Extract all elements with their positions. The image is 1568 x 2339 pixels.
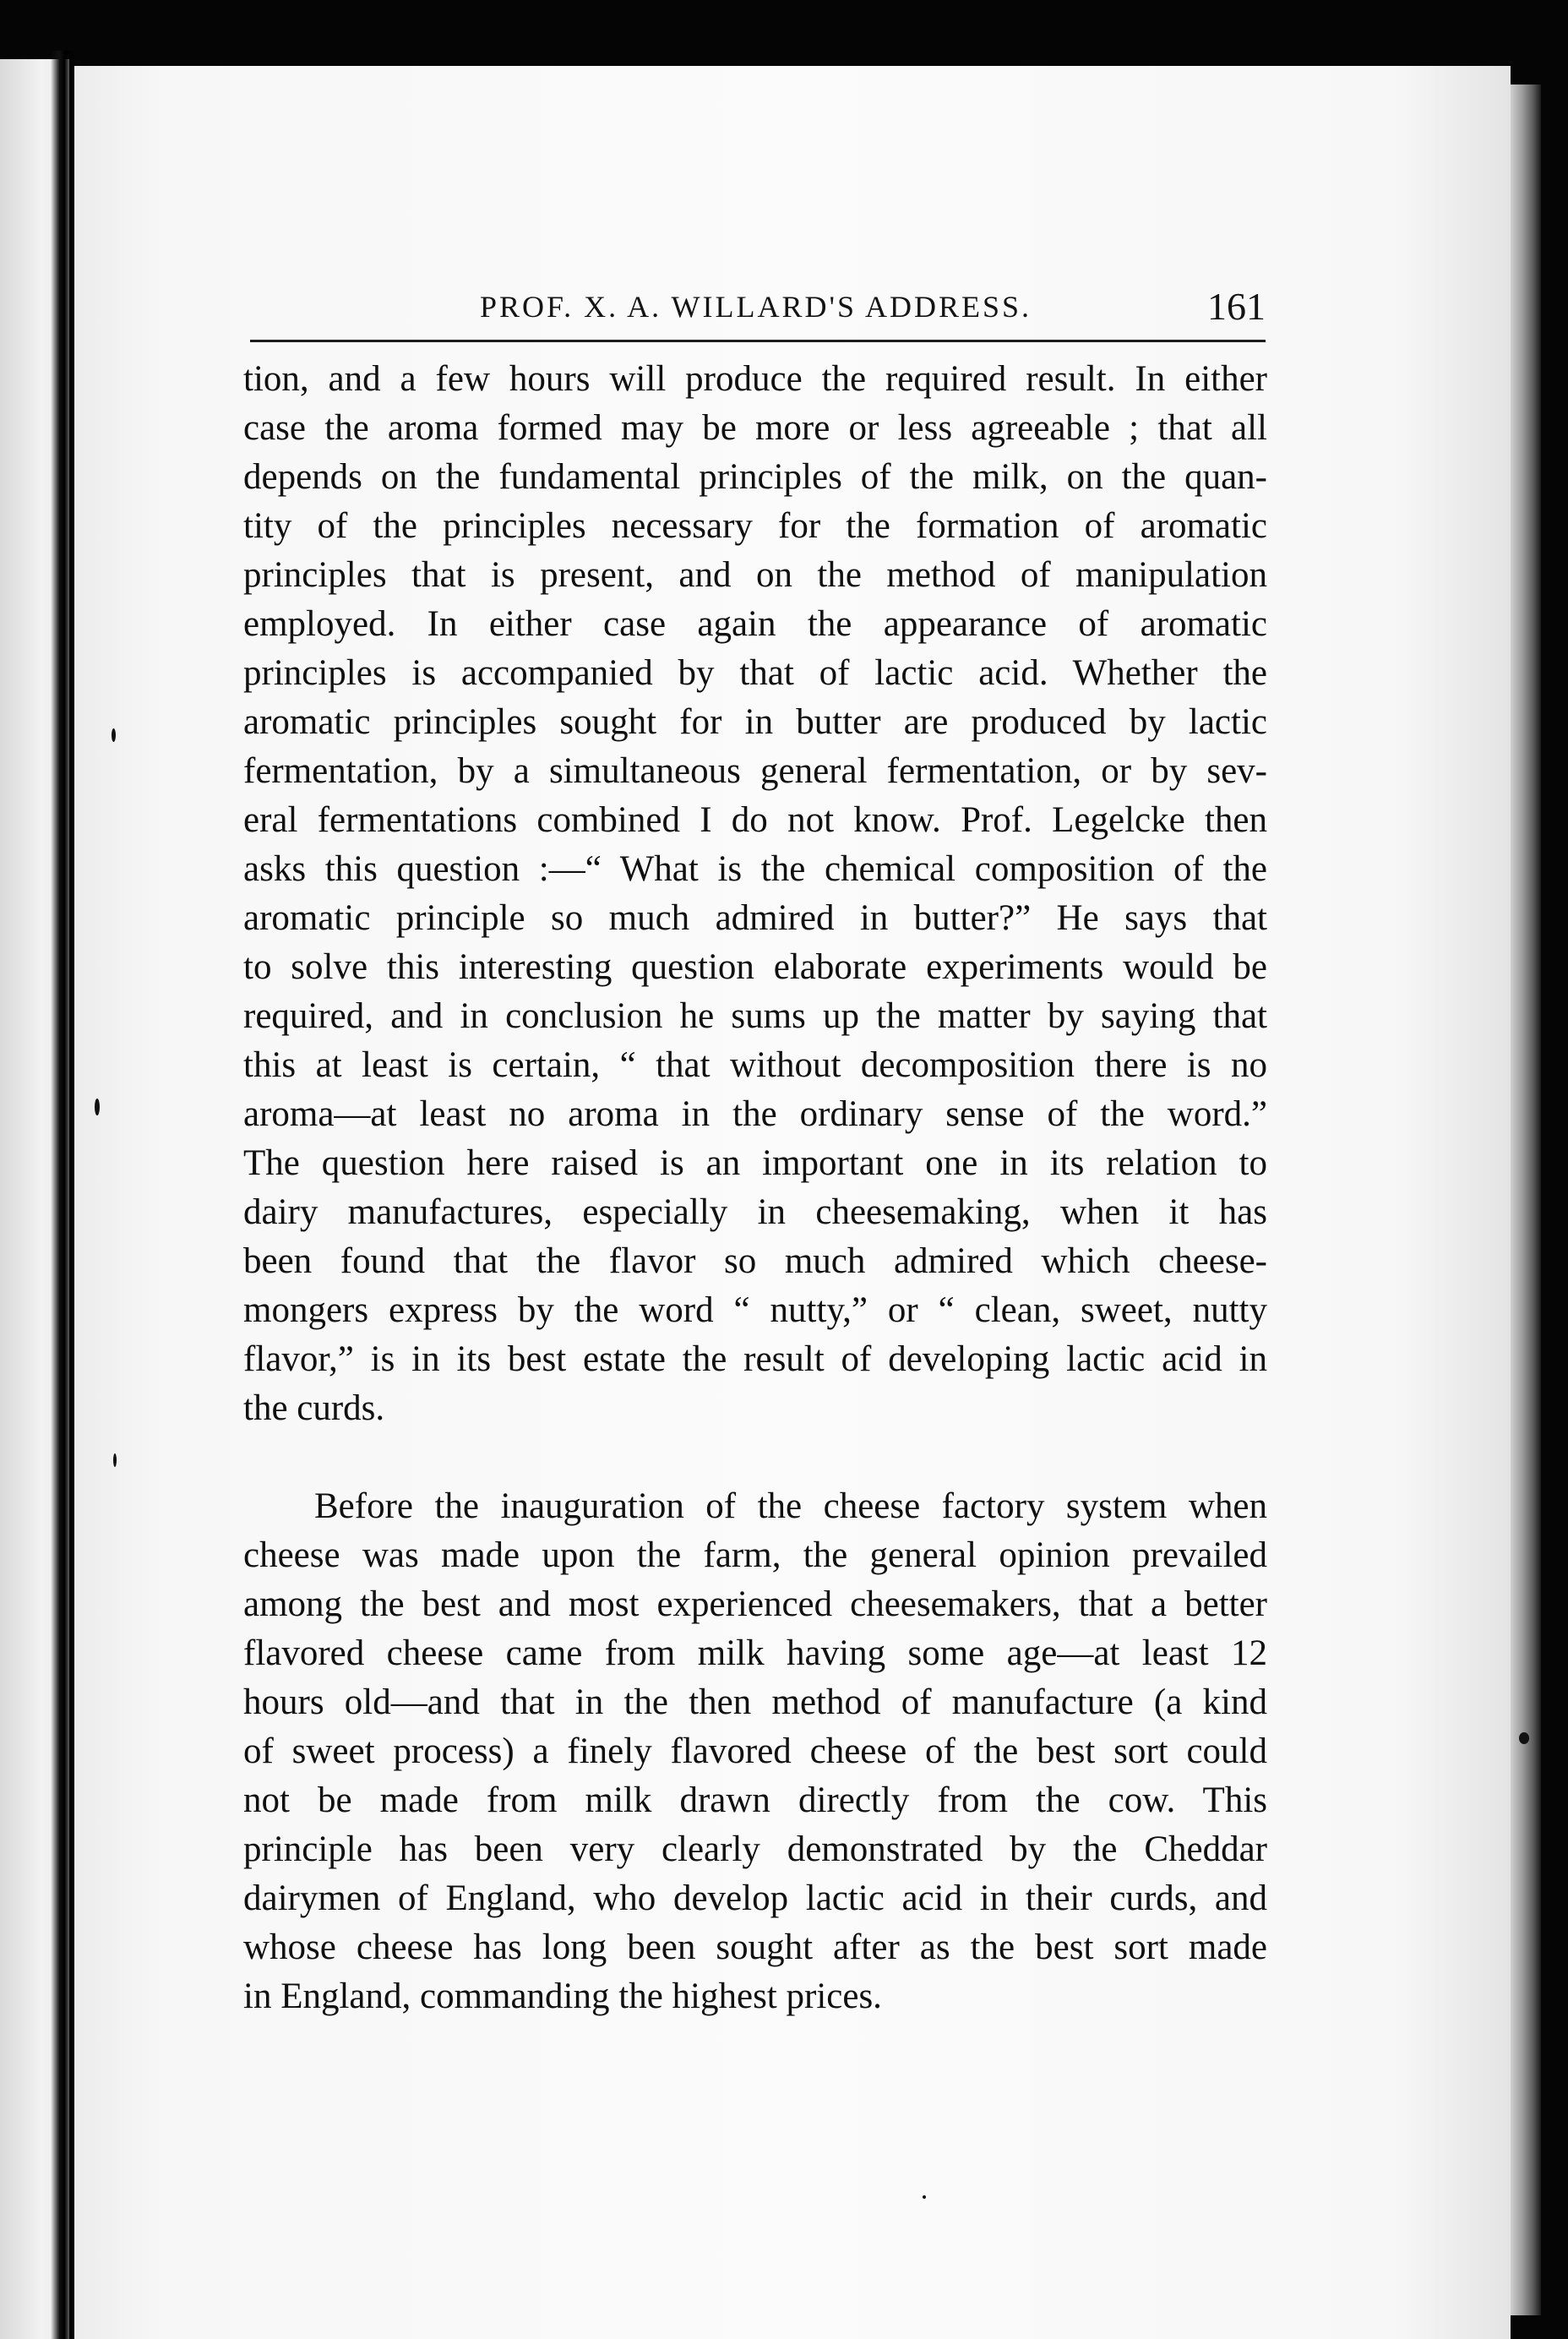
text-line: aroma—at least no aroma in the ordinary sense of the word.”: [243, 1094, 1267, 1134]
text-line: tion, and a few hours will produce the required result. In either: [243, 359, 1267, 399]
page-number: 161: [1207, 285, 1266, 328]
text-line: aromatic principle so much admired in butter?” He says that: [243, 898, 1267, 938]
text-line: flavored cheese came from milk having some age—at least 12: [243, 1633, 1267, 1673]
text-line: principle has been very clearly demonstrated by the Cheddar: [243, 1829, 1267, 1869]
text-line: fermentation, by a simultaneous general fermentation, or by sev-: [243, 751, 1267, 791]
paragraph-1: [243, 355, 1267, 1433]
text-line: cheese was made upon the farm, the general opinion prevailed: [243, 1535, 1267, 1575]
header-rule: [250, 340, 1266, 342]
text-line: to solve this interesting question elaborate experiments would be: [243, 947, 1267, 987]
body-text: [243, 355, 1267, 2021]
text-line: principles is accompanied by that of lactic acid. Whether the: [243, 653, 1267, 693]
running-title: PROF. X. A. WILLARD'S ADDRESS.: [480, 290, 1032, 324]
text-line: eral fermentations combined I do not know. Prof. Legelcke then: [243, 800, 1267, 840]
text-line: tity of the principles necessary for the formation of aromatic: [243, 506, 1267, 546]
binding-gutter: [51, 51, 76, 2339]
text-line: principles that is present, and on the method of manipulation: [243, 555, 1267, 595]
text-line: dairy manufactures, especially in cheesemaking, when it has: [243, 1192, 1267, 1232]
text-line: aromatic principles sought for in butter are produced by lactic: [243, 702, 1267, 742]
text-line: whose cheese has long been sought after as the best sort made: [243, 1927, 1267, 1967]
paragraph-2: [243, 1482, 1267, 2021]
text-line: The question here raised is an important one in its relation to: [243, 1143, 1267, 1183]
text-line: asks this question :—“ What is the chemical composition of the: [243, 849, 1267, 889]
text-line: dairymen of England, who develop lactic acid in their curds, and: [243, 1878, 1267, 1918]
text-line: Before the inauguration of the cheese factory system when: [314, 1486, 1267, 1526]
paragraph-spacing: [243, 1433, 1267, 1482]
text-line: required, and in conclusion he sums up the matter by saying that: [243, 996, 1267, 1036]
text-line: depends on the fundamental principles of the milk, on the quan-: [243, 457, 1267, 497]
text-line: of sweet process) a finely flavored cheese of the best sort could: [243, 1731, 1267, 1771]
text-line: not be made from milk drawn directly from the cow. This: [243, 1780, 1267, 1820]
page-fore-edge: [1511, 85, 1541, 2315]
text-line: among the best and most experienced cheesemakers, that a better: [243, 1584, 1267, 1624]
text-line: the curds.: [243, 1388, 385, 1428]
text-line: this at least is certain, “ that without decomposition there is no: [243, 1045, 1267, 1085]
text-line: case the aroma formed may be more or less agreeable ; that all: [243, 408, 1267, 448]
text-line: flavor,” is in its best estate the result of developing lactic acid in: [243, 1339, 1267, 1379]
text-line: employed. In either case again the appearance of aromatic: [243, 604, 1267, 644]
text-line: in England, commanding the highest prices.: [243, 1976, 882, 2016]
text-line: hours old—and that in the then method of manufacture (a kind: [243, 1682, 1267, 1722]
running-head: [250, 287, 1266, 348]
text-line: mongers express by the word “ nutty,” or “ clean, sweet, nutty: [243, 1290, 1267, 1330]
text-line: been found that the flavor so much admired which cheese-: [243, 1241, 1267, 1281]
